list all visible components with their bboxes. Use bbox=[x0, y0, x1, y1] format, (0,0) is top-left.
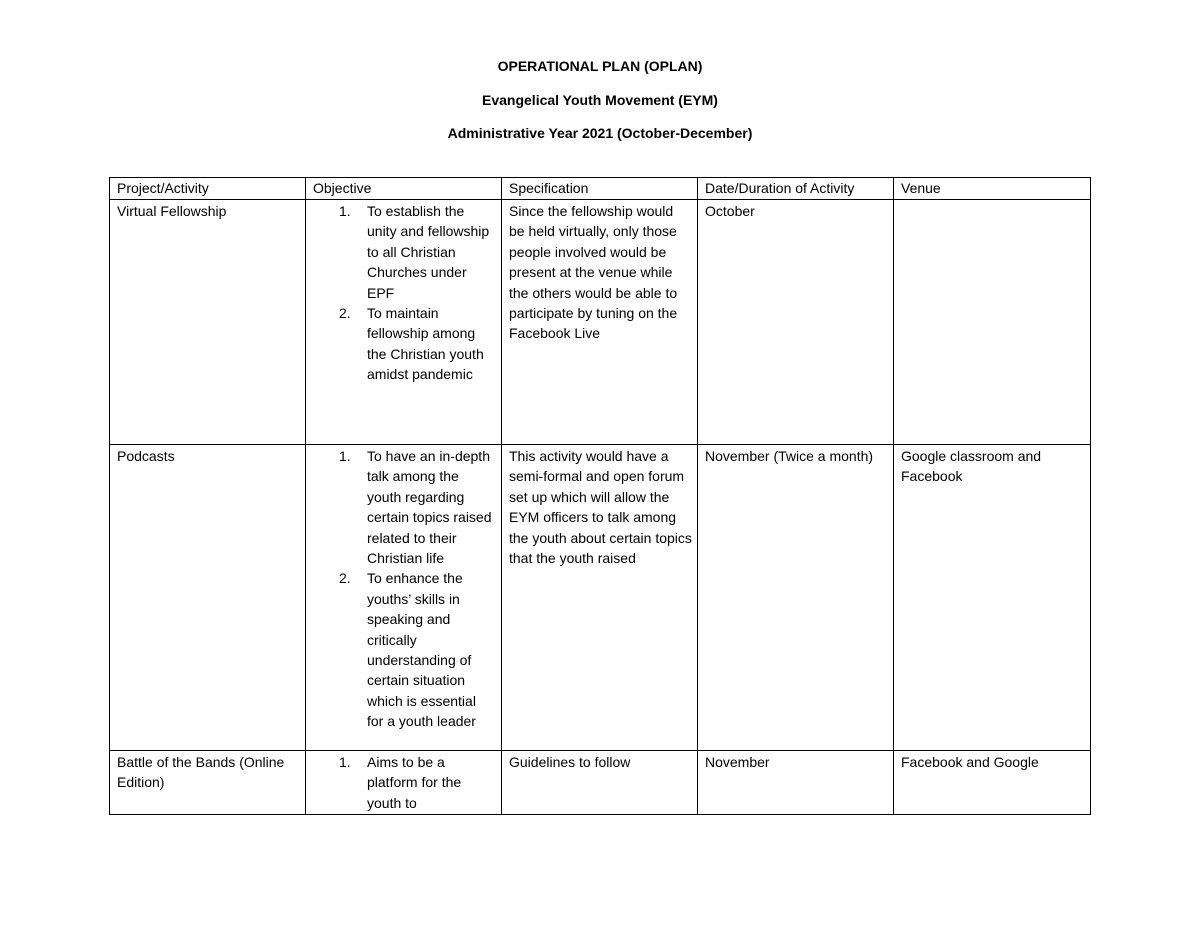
specification-text: Guidelines to follow bbox=[509, 754, 631, 770]
objective-item bbox=[313, 568, 496, 731]
venue-text: Google classroom and Facebook bbox=[901, 448, 1042, 485]
column-header-activity: Project/Activity bbox=[110, 178, 306, 200]
objective-text: To maintain fellowship among the Christian youth amidst pandemic bbox=[367, 305, 484, 383]
activity-cell bbox=[110, 200, 306, 445]
objective-number: 1. bbox=[339, 448, 351, 464]
date-cell bbox=[698, 200, 894, 445]
objective-cell bbox=[306, 200, 502, 445]
activity-cell bbox=[110, 445, 306, 751]
date-text: November (Twice a month) bbox=[705, 448, 874, 464]
table-row bbox=[110, 200, 1091, 445]
specification-cell bbox=[502, 445, 698, 751]
column-header-objective: Objective bbox=[306, 178, 502, 200]
date-cell bbox=[698, 751, 894, 815]
specification-text: Since the fellowship would be held virtually, only those people involved would be present at the venue while the others would be able to participate by tuning on the Facebook Live bbox=[509, 203, 678, 342]
specification-cell bbox=[502, 751, 698, 815]
venue-cell bbox=[894, 751, 1091, 815]
objective-cell bbox=[306, 751, 502, 815]
activity-name: Podcasts bbox=[117, 448, 175, 464]
administrative-period: Administrative Year 2021 (October-December) bbox=[447, 125, 753, 141]
objective-list bbox=[313, 201, 496, 385]
objective-number: 2. bbox=[339, 305, 351, 322]
objective-number: 2. bbox=[339, 570, 351, 587]
specification-cell bbox=[502, 200, 698, 445]
objective-item bbox=[313, 201, 496, 303]
objective-list bbox=[313, 446, 496, 732]
column-header-venue: Venue bbox=[894, 178, 1091, 200]
objective-text: To establish the unity and fellowship to all Christian Churches under EPF bbox=[367, 203, 490, 301]
operational-plan-table bbox=[109, 177, 1091, 815]
objective-number: 1. bbox=[339, 754, 351, 770]
venue-cell bbox=[894, 445, 1091, 751]
objective-number: 1. bbox=[339, 203, 351, 219]
objective-item bbox=[313, 303, 496, 385]
date-text: November bbox=[705, 754, 770, 770]
venue-text: Facebook and Google bbox=[901, 754, 1039, 770]
column-header-specification: Specification bbox=[502, 178, 698, 200]
activity-name: Virtual Fellowship bbox=[117, 203, 227, 219]
activity-name: Battle of the Bands (Online Edition) bbox=[117, 754, 285, 791]
table-row bbox=[110, 445, 1091, 751]
objective-item bbox=[313, 752, 496, 813]
date-cell bbox=[698, 445, 894, 751]
objective-text: Aims to be a platform for the youth to bbox=[367, 754, 462, 811]
table-header-row bbox=[110, 178, 1091, 200]
column-header-date: Date/Duration of Activity bbox=[698, 178, 894, 200]
objective-item bbox=[313, 446, 496, 568]
objective-list bbox=[313, 752, 496, 813]
objective-cell bbox=[306, 445, 502, 751]
table-row bbox=[110, 751, 1091, 815]
date-text: October bbox=[705, 203, 755, 219]
organization-name: Evangelical Youth Movement (EYM) bbox=[482, 92, 718, 108]
activity-cell bbox=[110, 751, 306, 815]
specification-text: This activity would have a semi-formal and open forum set up which will allow the EYM officers to talk among the youth about certain topics that the youth raised bbox=[509, 448, 692, 567]
document-title: OPERATIONAL PLAN (OPLAN) bbox=[497, 58, 703, 74]
objective-text: To have an in-depth talk among the youth regarding certain topics raised related to their Christian life bbox=[367, 448, 492, 567]
objective-text: To enhance the youths’ skills in speaking and critically understanding of certain situation which is essential for a youth leader bbox=[367, 570, 476, 730]
venue-cell bbox=[894, 200, 1091, 445]
